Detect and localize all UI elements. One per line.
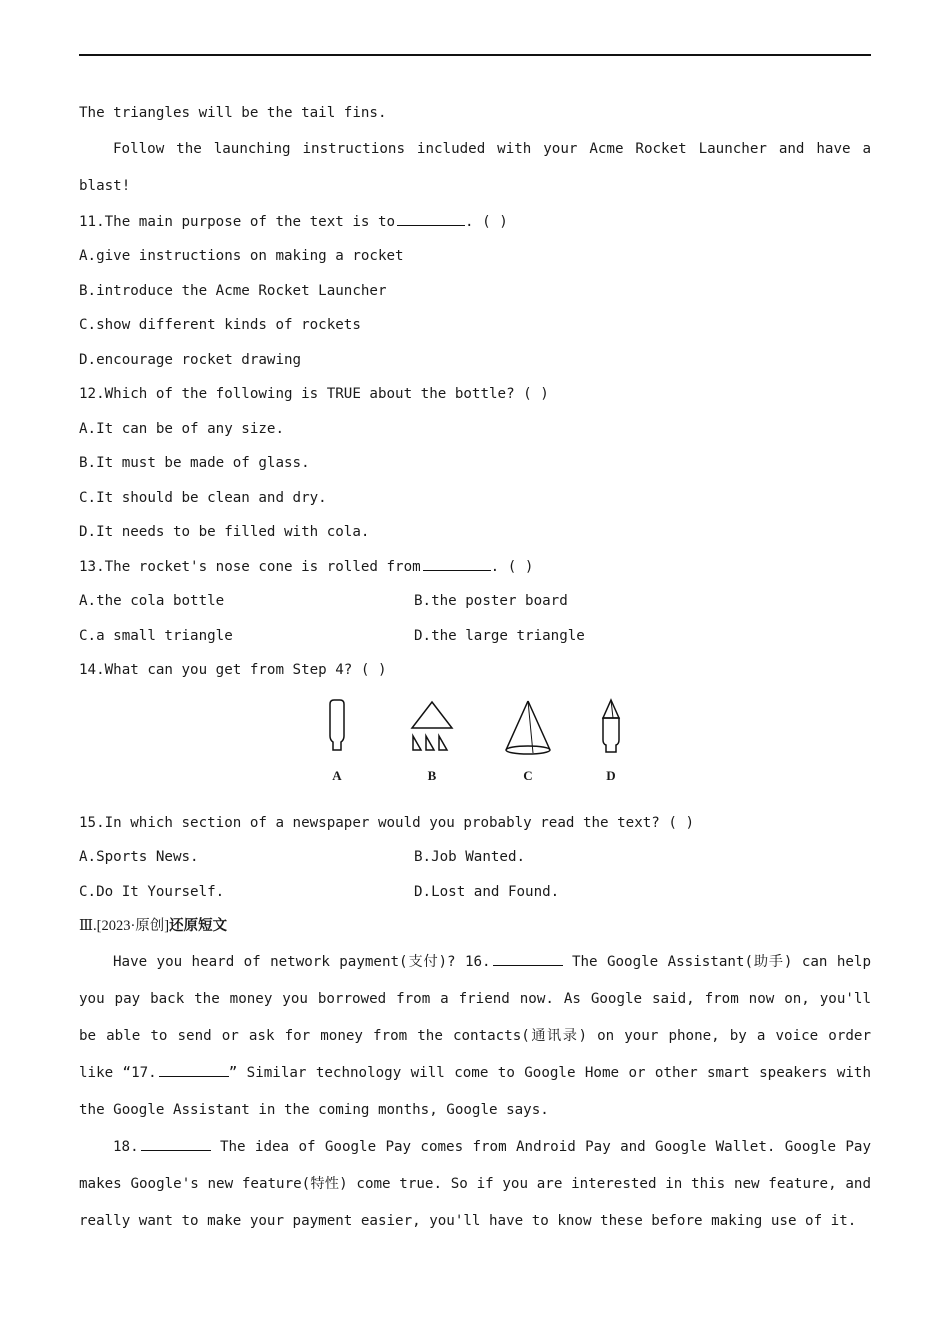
header-rule <box>79 54 871 56</box>
option-13a: A.the cola bottle <box>79 593 225 609</box>
figure-label-d: D <box>606 767 616 783</box>
section-3-heading <box>79 909 871 944</box>
option-12d: D.It needs to be filled with cola. <box>79 524 370 540</box>
figure-c <box>503 698 553 784</box>
passage-paragraph-2 <box>79 1129 871 1240</box>
figure-b <box>409 698 455 784</box>
rocket-figure <box>591 698 631 760</box>
option-row-13ab <box>79 584 871 619</box>
passage-p2-b: The idea of Google Pay comes from Android Pay and Google Wallet. Google Pay makes Google's new feature(特性) come true. So if you are interested in this new feature, and really want to make your payment easier, you'll have to know these before making use of it. <box>79 1138 871 1229</box>
cone-figure <box>503 698 553 760</box>
answer-blank-17 <box>159 1060 229 1077</box>
option-11b: B.introduce the Acme Rocket Launcher <box>79 282 387 299</box>
answer-blank <box>423 554 491 571</box>
option-15c: C.Do It Yourself. <box>79 883 225 900</box>
passage-p2-a: 18. <box>113 1138 139 1155</box>
intro-line-1: The triangles will be the tail fins. <box>79 105 387 121</box>
answer-blank-16 <box>493 949 563 966</box>
section-numeral: Ⅲ. <box>79 918 97 934</box>
passage-p1-c: ” Similar technology will come to Google Home or other smart speakers with the Google Assistant in the coming months, Google says. <box>79 1064 872 1118</box>
question-13-paren: . ( ) <box>490 558 534 575</box>
option-12b: B.It must be made of glass. <box>79 455 310 471</box>
option-11c: C.show different kinds of rockets <box>79 317 361 333</box>
question-13-stem: 13.The rocket's nose cone is rolled from <box>79 558 421 575</box>
question-11-stem: 11.The main purpose of the text is to <box>79 213 396 230</box>
option-15b: B.Job Wanted. <box>414 849 526 865</box>
option-12c: C.It should be clean and dry. <box>79 489 327 506</box>
figure-label-c: C <box>523 767 533 783</box>
answer-blank <box>397 209 465 226</box>
answer-blank-18 <box>141 1134 211 1151</box>
option-11d: D.encourage rocket drawing <box>79 351 302 368</box>
figure-label-b: B <box>427 767 437 783</box>
passage-p1-b: The Google Assistant(助手) can help you pay back the money you borrowed from a friend now. As Google said, from now on, you'll be able to send or ask for money from the contacts(通讯录) on your phone, by a voice order like “17. <box>79 953 871 1081</box>
intro-paragraph: Follow the launching instructions included with your Acme Rocket Launcher and have a blast! <box>79 140 871 194</box>
option-12a: A.It can be of any size. <box>79 420 284 437</box>
question-11 <box>79 205 871 240</box>
question-14-stem: 14.What can you get from Step 4? ( ) <box>79 662 387 678</box>
question-13 <box>79 550 871 585</box>
option-13b: B.the poster board <box>414 593 568 609</box>
figure-a <box>317 698 357 784</box>
option-row-15cd <box>79 875 871 910</box>
page-content <box>79 96 871 1240</box>
option-row-13cd <box>79 619 871 654</box>
section-tag: [2023·原创] <box>96 918 170 934</box>
figure-d <box>591 698 631 784</box>
passage-p1-a: Have you heard of network payment(支付)? 16. <box>113 953 491 970</box>
figure-label-a: A <box>332 767 342 783</box>
passage-paragraph-1 <box>79 944 871 1129</box>
cone-and-fins-figure <box>409 698 455 760</box>
option-13c: C.a small triangle <box>79 627 233 644</box>
question-12-stem: 12.Which of the following is TRUE about the bottle? ( ) <box>79 386 549 402</box>
question-11-paren: . ( ) <box>465 213 508 230</box>
option-13d: D.the large triangle <box>414 627 585 644</box>
option-15d: D.Lost and Found. <box>414 883 560 900</box>
rocket-figures <box>79 688 871 806</box>
bottle-figure <box>317 698 357 760</box>
question-15-stem: 15.In which section of a newspaper would you probably read the text? ( ) <box>79 814 694 831</box>
section-title: 还原短文 <box>169 918 228 934</box>
option-15a: A.Sports News. <box>79 849 199 865</box>
option-row-15ab <box>79 840 871 875</box>
option-11a: A.give instructions on making a rocket <box>79 248 404 264</box>
